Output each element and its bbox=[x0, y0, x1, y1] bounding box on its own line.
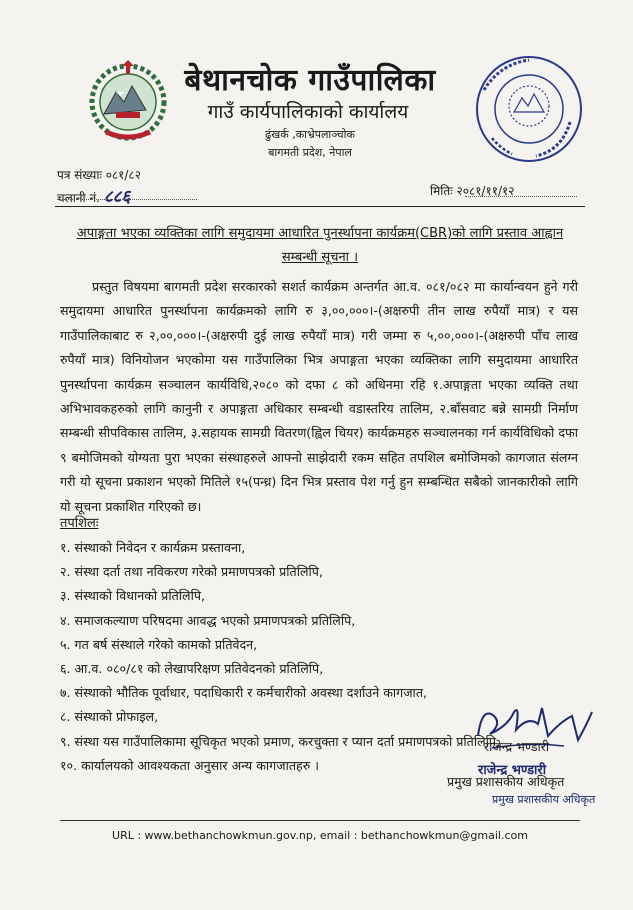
footer-divider bbox=[60, 820, 580, 821]
date-dotted-line bbox=[465, 196, 577, 197]
notice-subject: अपाङ्गता भएका व्यक्तिका लागि समुदायमा आधारित पुनर्स्थापना कार्यक्रम(CBR)को लागि प्रस्ताव आह्वान सम्बन्धी सूचना । bbox=[76, 226, 564, 265]
list-item: १. संस्थाको निवेदन र कार्यक्रम प्रस्तावना, bbox=[60, 540, 246, 555]
list-item: २. संस्था दर्ता तथा नविकरण गरेको प्रमाणपत्रको प्रतिलिपि, bbox=[60, 564, 323, 580]
footer-contact: URL : www.bethanchowkmun.gov.np, email : bethanchowkmun@gmail.com bbox=[112, 829, 528, 842]
list-item: ५. गत बर्ष संस्थाले गरेको कामको प्रतिवेदन, bbox=[60, 636, 258, 652]
list-item: ६. आ.व. ०८०/८१ को लेखापरिक्षण प्रतिवेदनको प्रतिलिपि, bbox=[60, 661, 324, 677]
details-heading: तपशिलः bbox=[60, 516, 99, 531]
signatory-title: प्रमुख प्रशासकीय अधिकृत bbox=[447, 774, 565, 789]
dispatch-number: ८८६ bbox=[103, 187, 131, 207]
address-line-1: ढुंखर्क ,काभ्रेपलाञ्चोक bbox=[265, 128, 355, 141]
address-line-2: बागमती प्रदेश, नेपाल bbox=[268, 146, 352, 159]
municipality-name: बेथानचोक गाउँपालिका bbox=[184, 63, 436, 98]
office-seal-icon bbox=[470, 50, 588, 168]
header-divider bbox=[55, 206, 585, 207]
nepal-emblem-icon bbox=[86, 58, 170, 142]
list-item: ८. संस्थाको प्रोफाइल, bbox=[60, 709, 159, 725]
date: मितिः २०८१/११/१२ bbox=[430, 184, 515, 198]
reference-number: पत्र संख्याः ०८१/८२ bbox=[57, 168, 141, 182]
list-item: ३. संस्थाको विधानको प्रतिलिपि, bbox=[60, 588, 205, 604]
signatory-stamp-title: प्रमुख प्रशासकीय अधिकृत bbox=[492, 793, 596, 806]
list-item: १०. कार्यालयको आवश्यकता अनुसार अन्य कागजातहरु । bbox=[60, 757, 320, 773]
signatory-stamp-name: राजेन्द्र भण्डारी bbox=[478, 763, 547, 778]
dispatch-number-row bbox=[57, 184, 130, 207]
dispatch-dotted-line bbox=[57, 199, 197, 200]
list-item: ९. संस्था यस गाउँपालिकामा सूचिकृत भएको प्रमाण, करचुक्ता र प्यान दर्ता प्रमाणपत्रको प्रतिलिपि, bbox=[60, 733, 501, 749]
list-item: ७. संस्थाको भौतिक पूर्वाधार, पदाधिकारी र कर्मचारीको अवस्था दर्शाउने कागजात, bbox=[60, 685, 427, 701]
dispatch-label: चलानी नं. bbox=[57, 191, 100, 205]
office-name: गाउँ कार्यपालिकाको कार्यालय bbox=[207, 101, 409, 123]
notice-body: प्रस्तुत विषयमा बागमती प्रदेश सरकारको सशर्त कार्यक्रम अन्तर्गत आ.व. ०८१/०८२ मा कार्यान्वयन हुने गरी समुदायमा आधारित पुनर्स्थापना कार्यक्रमको लागि रु ३,००,०००।-(अक्षरुपी तीन लाख रुपैयाँ मात्र) र यस गाउँपालिकाबाट रु २,००,०००।-(अक्षरुपी दुई लाख रुपैयाँ मात्र) गरी जम्मा रु ५,००,०००।-(अक्षरुपी पाँच लाख रुपैयाँ मात्र) विनियोजन भएकोमा यस गाउँपालिका भित्र अपाङ्गता भएका व्यक्तिका लागि समुदायमा आधारित पुनर्स्थापना कार्यक्रम सञ्चालन कार्यविधि,२०८० को दफा ८ को अधिनमा रहि १.अपाङ्गता भएका व्यक्ति तथा अभिभावकहरुको लागि कानुनी र अपाङ्गता अधिकार सम्बन्धी वडास्तरिय तालिम, २.बाँसवाट बन्ने सामग्री निर्माण सम्बन्धी सीपविकास तालिम, ३.सहायक सामग्री वितरण(ह्विल चियर) कार्यक्रमहरु सञ्चालनका गर्न कार्यविधिको दफा ९ बमोजिमको योग्यता पुरा भएका संस्थाहरुले आफ्नो साझेदारी रकम सहित तपशिल बमोजिमको कागजात संलग्न गरी यो सूचना प्रकाशन भएको मितिले १५(पन्ध्र) दिन भित्र प्रस्ताव पेश गर्नु हुन सम्बन्धित सबैको जानकारीको लागि यो सूचना प्रकाशित गरिएको छ। bbox=[60, 279, 578, 514]
signatory-name: राजेन्द्र भण्डारी bbox=[484, 739, 550, 754]
list-item: ४. समाजकल्याण परिषदमा आवद्ध भएको प्रमाणपत्रको प्रतिलिपि, bbox=[60, 612, 356, 628]
